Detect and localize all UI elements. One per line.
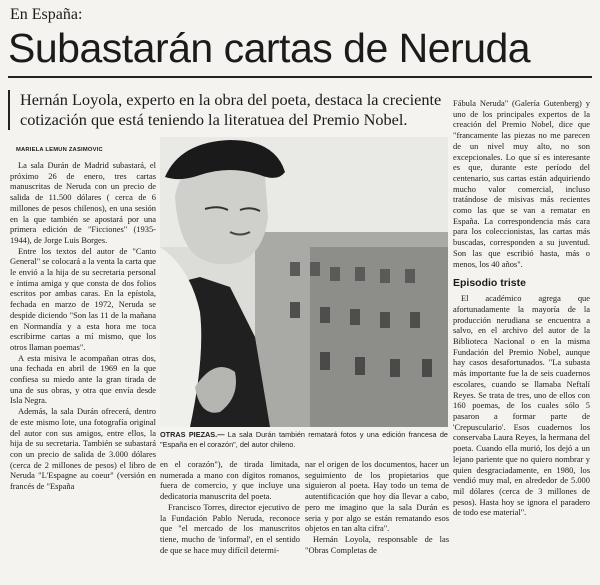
caption-label: OTRAS PIEZAS.— [160,430,225,439]
headline: Subastarán cartas de Neruda [8,25,531,71]
paragraph: Además, la sala Durán ofrecerá, dentro de este mismo lote, una fotografía original del autor con sus amigos, entre ellos, la hija de su secretaria. También se subastará con un precio de salida de 3.000 dólares (cerca de 2 millones de pesos) el libro de Neruda "L'Espagne au coeur" (versión en francés de "España [10,406,156,492]
paragraph: A esta misiva le acompañan otras dos, una fechada en abril de 1969 en la que confiesa su miedo ante la gran tirada de una de sus obras, y otra que envía desde Isla Negra. [10,352,156,406]
paragraph: en el corazón"), de tirada limitada, numerada a mano con dígitos romanos, fuera de comercio, y que incluye una dedicatoria manuscrita del poeta. [160,459,300,502]
article-column-3 [160,459,300,555]
byline: MARIELA LEMUN ZASIMOVIC [16,147,103,153]
paragraph: Fábula Neruda" (Galería Gutenberg) y uno de los principales expertos de la creación del Premio Nobel, dice que "francamente las piezas no me parecen de un nivel muy alto, no son excepcionales. Lo que sí es interesante es que, durante este período del centenario, sus cartas están adquiriendo mucho valor comercial, incluso tratándose de misivas más recientes como las que se van a rematar en España. La correspondencia más cara para los coleccionistas, las cartas más buscadas, corresponden a su juventud. Son las que escribió hasta, más o menos, los 40 años". [453,98,590,269]
deck: Hernán Loyola, experto en la obra del poeta, destaca la creciente cotización que está teniendo la literatuea del Premio Nobel. [20,90,442,129]
article-column-4 [305,459,449,555]
paragraph: La sala Durán de Madrid subastará, el próximo 26 de enero, tres cartas manuscritas de Neruda con un precio de salida de 11.500 dólares ( cerca de 6 millones de pesos chilenos), en una sesión en la que también se apostará por una primera edición de "Ficciones" (1935-1944), de Jorge Luis Borges. [10,160,156,245]
subhead: Episodio triste [453,277,526,290]
deck-bar [8,90,10,130]
paragraph: El académico agrega que afortunadamente la mayoría de la producción nerudiana se encuentra a salvo, en el archivo del autor de la Biblioteca Nacional o en la misma Fundación del Premio Nobel, aunque hay casos desafortunados. "La subasta más importante fue la de seis cuadernos escolares, cuando se llamaba Neftalí Reyes. Se trata de tres, uno de ellos con 160 poemas, de los cuales sólo 5 pasaron a formar parte de 'Crepusculario'. Esos cuadernos los conservaba Laura Reyes, la hermana del poeta. Cuando ella murió, los dejó a un lejano pariente que no quiero nombrar y quien desgraciadamente, en 1980, los vendió muy mal, en alrededor de 5.000 mil dólares (cerca de 3 millones de pesos). Hasta hoy se ignora el paradero de todo ese material". [453,293,590,518]
paragraph: Hernán Loyola, responsable de las "Obras Completas de [305,533,449,555]
article-column-1 [10,160,156,492]
section-label: En España: [10,6,83,23]
paragraph: nar el origen de los documentos, hacer un seguimiento de los propietarios que siguieron al poeta. Hay todo un tema de autentificación que hoy día llevar a cabo, pero me imagino que la sala Durán es seria y por algo se están rematando esos objetos en tan alta cifra". [305,459,449,534]
neruda-photo [160,137,448,427]
photo-illustration [160,137,448,427]
paragraph: Entre los textos del autor de "Canto General" se colocará a la venta la carta que le envió a la hija de su secretaria personal e íntima amiga y que consta de dos folios escritos por ambas caras. En la epístola, fechada en marzo de 1972, Neruda se despide diciendo "Son las 11 de la mañana en Normandía y a esta hora me toca escribirme cartas a mí mismo, que los otros llaman poemas". [10,245,156,352]
article-column-right [453,98,590,518]
photo-caption [160,430,448,449]
paragraph: Francisco Torres, director ejecutivo de la Fundación Pablo Neruda, reconoce que "el mercado de los manuscritos tiene, mucho de 'informal', en el sentido de que se hace muy difícil determi- [160,501,300,555]
caption-text: La sala Durán también rematará fotos y una edición francesa de "España en el corazón", del autor chileno. [160,430,448,449]
headline-rule [8,76,592,78]
